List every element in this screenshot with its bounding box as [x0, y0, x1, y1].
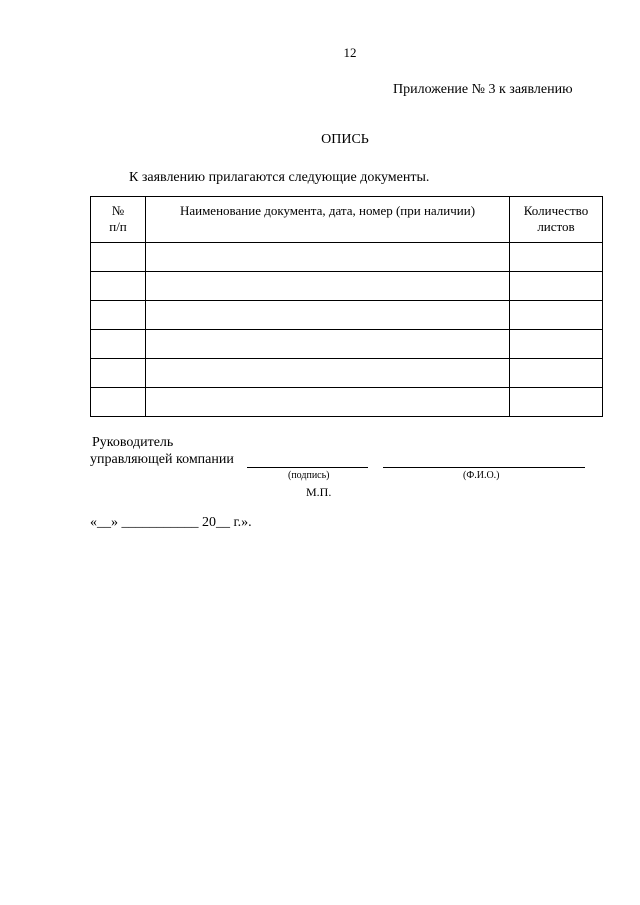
intro-text: К заявлению прилагаются следующие документы. — [129, 170, 430, 185]
cell-document-name[interactable] — [146, 301, 510, 330]
cell-document-name[interactable] — [146, 243, 510, 272]
cell-sheets[interactable] — [510, 301, 603, 330]
date-line[interactable]: «__» ___________ 20__ г.». — [90, 515, 252, 530]
cell-number[interactable] — [91, 243, 146, 272]
appendix-label: Приложение № 3 к заявлению — [393, 82, 573, 97]
cell-sheets[interactable] — [510, 330, 603, 359]
signatory-role-line1: Руководитель — [92, 435, 174, 450]
header-document-name: Наименование документа, дата, номер (при наличии) — [146, 197, 510, 243]
table-row — [91, 272, 603, 301]
page-number: 12 — [343, 45, 357, 60]
header-sheets — [510, 197, 603, 243]
cell-number[interactable] — [91, 388, 146, 417]
full-name-caption: (Ф.И.О.) — [463, 470, 500, 481]
header-sheets-line1: Количество — [523, 203, 589, 218]
table-row — [91, 330, 603, 359]
cell-sheets[interactable] — [510, 359, 603, 388]
signature-caption: (подпись) — [288, 470, 330, 481]
documents-table — [90, 196, 603, 417]
header-number — [91, 197, 146, 243]
cell-sheets[interactable] — [510, 243, 603, 272]
cell-number[interactable] — [91, 301, 146, 330]
signature-line[interactable] — [247, 467, 368, 468]
header-number-line2: п/п — [109, 219, 127, 234]
cell-number[interactable] — [91, 272, 146, 301]
signatory-role-line2: управляющей компании — [90, 452, 234, 467]
table-header-row — [91, 197, 603, 243]
full-name-line[interactable] — [383, 467, 585, 468]
header-sheets-line2: листов — [537, 219, 575, 234]
table-row — [91, 388, 603, 417]
cell-sheets[interactable] — [510, 272, 603, 301]
cell-document-name[interactable] — [146, 388, 510, 417]
cell-sheets[interactable] — [510, 388, 603, 417]
document-title: ОПИСЬ — [321, 132, 369, 147]
table-row — [91, 243, 603, 272]
cell-number[interactable] — [91, 330, 146, 359]
table-row — [91, 301, 603, 330]
cell-document-name[interactable] — [146, 330, 510, 359]
header-number-line1: № — [111, 203, 125, 218]
table-row — [91, 359, 603, 388]
cell-document-name[interactable] — [146, 272, 510, 301]
cell-document-name[interactable] — [146, 359, 510, 388]
stamp-placeholder: М.П. — [306, 485, 332, 499]
cell-number[interactable] — [91, 359, 146, 388]
